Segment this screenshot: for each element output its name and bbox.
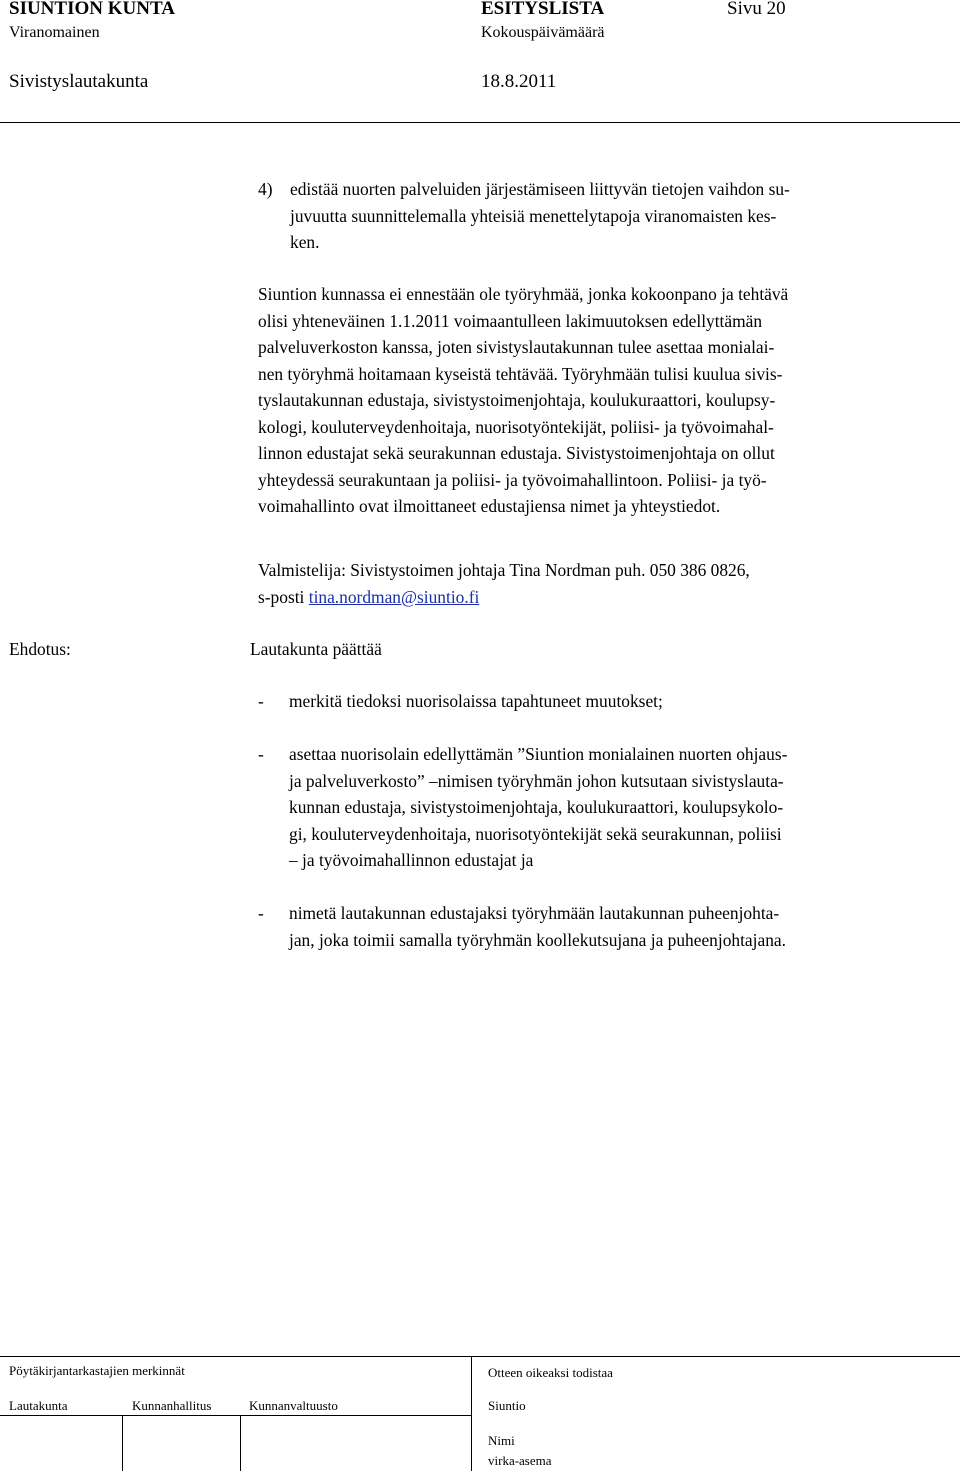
- page-number: Sivu 20: [727, 0, 786, 19]
- proposal-label: Ehdotus:: [9, 639, 71, 659]
- list-item-text: edistää nuorten palveluiden järjestämiseen liittyvän tietojen vaihdon su- juvuutta suunnittelemalla yhteisiä menettelytapoja viranomaisten kes- ken.: [290, 179, 790, 252]
- title-label: virka-asema: [488, 1453, 552, 1468]
- list-item-text: asettaa nuorisolain edellyttämän ”Siuntion monialainen nuorten ohjaus- ja palveluverkosto” –nimisen työryhmän johon kutsutaan sivistyslauta- kunnan edustaja, sivistystoimenjohtaja, koulukuraattori, koulupsykolo- gi, kouluterveydenhoitaja, nuorisotyöntekijät sekä seurakunnan, poliisi – ja työvoimahallinnon edustajat ja: [289, 744, 788, 870]
- council-column-label: Kunnanvaltuusto: [249, 1398, 338, 1413]
- minutes-checkers-label: Pöytäkirjantarkastajien merkinnät: [9, 1363, 185, 1378]
- header-divider: [0, 122, 960, 123]
- footer-column-divider: [122, 1415, 123, 1471]
- certified-copy-label: Otteen oikeaksi todistaa: [488, 1365, 613, 1380]
- list-bullet: -: [258, 691, 264, 711]
- footer-column-divider: [240, 1415, 241, 1471]
- list-number: 4): [258, 179, 273, 199]
- authority-label: Viranomainen: [9, 24, 100, 41]
- list-bullet: -: [258, 744, 264, 764]
- list-bullet: -: [258, 903, 264, 923]
- meeting-date: 18.8.2011: [481, 71, 557, 92]
- list-item-text: merkitä tiedoksi nuorisolaissa tapahtuneet muutokset;: [289, 691, 663, 711]
- footer-inner-divider: [0, 1415, 471, 1416]
- place-label: Siuntio: [488, 1398, 526, 1413]
- list-item-text: nimetä lautakunnan edustajaksi työryhmään lautakunnan puheenjohta- jan, joka toimii samalla työryhmän koollekutsujana ja puheenjohtajana.: [289, 903, 786, 950]
- background-paragraph: Siuntion kunnassa ei ennestään ole työryhmää, jonka kokoonpano ja tehtävä olisi yhteneväinen 1.1.2011 voimaantulleen lakimuutoksen edellyttämän palveluverkoston kanssa, joten sivistyslautakunnan tulee asettaa monialai- nen työryhmä hoitamaan kyseistä tehtävää. Työryhmään tulisi kuulua sivis- tyslautakunnan edustaja, sivistystoimenjohtaja, koulukuraattori, koulupsy- kologi, kouluterveydenhoitaja, nuorisotyöntekijät, poliisi- ja työvoimahal- linnon edustajat sekä seurakunnan edustaja. Sivistystoimenjohtaja on ollut yhteydessä seurakuntaan ja poliisi- ja työvoimahallintoon. Poliisi- ja työ- voimahallinto ovat ilmoittaneet edustajiensa nimet ja yhteystiedot.: [258, 284, 789, 516]
- agenda-title: ESITYSLISTA: [481, 0, 605, 19]
- decision-intro: Lautakunta päättää: [250, 639, 382, 659]
- preparer-info: Valmistelija: Sivistystoimen johtaja Tina Nordman puh. 050 386 0826, s-posti tina.nordman@siuntio.fi: [258, 560, 750, 607]
- municipal-board-column-label: Kunnanhallitus: [132, 1398, 212, 1413]
- name-label: Nimi: [488, 1433, 515, 1448]
- email-link[interactable]: tina.nordman@siuntio.fi: [308, 586, 480, 607]
- board-column-label: Lautakunta: [9, 1398, 68, 1413]
- municipality-name: SIUNTION KUNTA: [9, 0, 175, 19]
- footer-divider: [0, 1356, 960, 1357]
- meeting-date-label: Kokouspäivämäärä: [481, 24, 605, 41]
- committee-name: Sivistyslautakunta: [9, 71, 149, 92]
- footer-column-divider: [471, 1356, 472, 1471]
